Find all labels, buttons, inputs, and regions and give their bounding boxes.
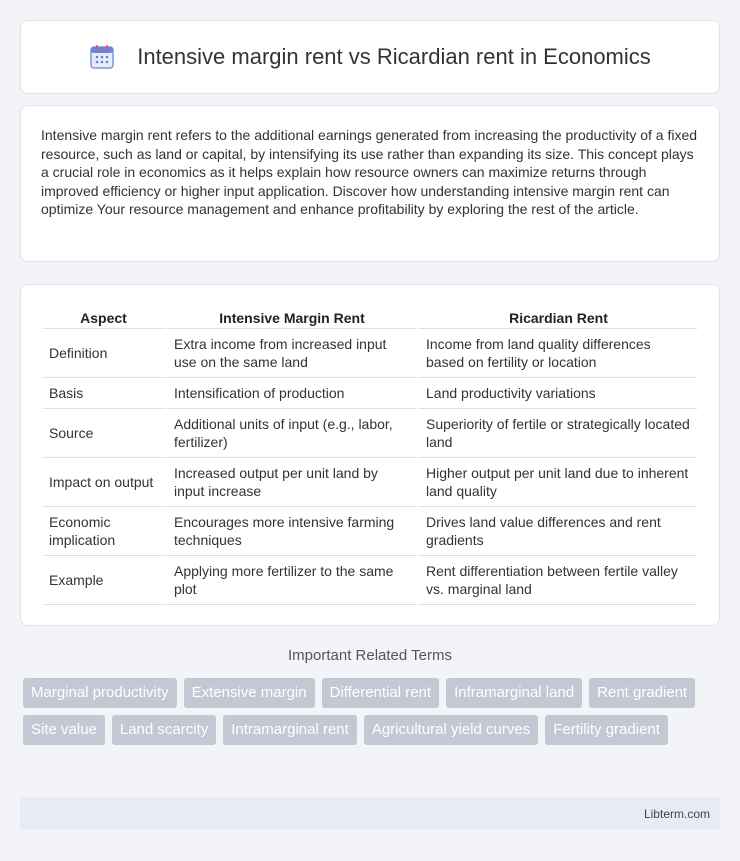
comparison-table (43, 305, 697, 605)
table-row (43, 507, 697, 556)
row-aspect: Example (43, 556, 164, 605)
row-ricardian: Drives land value differences and rent gradients (416, 507, 697, 556)
row-ricardian: Income from land quality differences based on fertility or location (416, 329, 697, 378)
table-row (43, 378, 697, 409)
intro-paragraph: Intensive margin rent refers to the additional earnings generated from increasing the productivity of a fixed resource, such as land or capital, by intensifying its use rather than expanding its size. This concept plays a crucial role in economics as it helps explain how resource owners can maximize returns through improved efficiency or higher input application. Discover how understanding intensive margin rent can optimize Your resource management and enhance profitability by exploring the rest of the article. (41, 127, 698, 218)
row-aspect: Economic implication (43, 507, 164, 556)
related-term-tag[interactable]: Marginal productivity (23, 678, 177, 708)
related-term-tag[interactable]: Agricultural yield curves (364, 715, 538, 745)
comparison-card (20, 284, 720, 626)
row-ricardian: Higher output per unit land due to inherent land quality (416, 458, 697, 507)
row-intensive: Increased output per unit land by input increase (164, 458, 416, 507)
row-intensive: Encourages more intensive farming techniques (164, 507, 416, 556)
row-intensive: Additional units of input (e.g., labor, fertilizer) (164, 409, 416, 458)
row-intensive: Applying more fertilizer to the same plot (164, 556, 416, 605)
row-ricardian: Land productivity variations (416, 378, 697, 409)
related-terms-title: Important Related Terms (288, 647, 452, 664)
table-row (43, 458, 697, 507)
footer-site-link[interactable]: Libterm.com (643, 807, 710, 821)
table-row (43, 329, 697, 378)
row-ricardian: Rent differentiation between fertile valley vs. marginal land (416, 556, 697, 605)
related-term-tag[interactable]: Fertility gradient (545, 715, 668, 745)
row-intensive: Extra income from increased input use on the same land (164, 329, 416, 378)
related-terms-list (23, 678, 713, 745)
row-ricardian: Superiority of fertile or strategically located land (416, 409, 697, 458)
row-aspect: Basis (43, 378, 164, 409)
header-aspect: Aspect (43, 305, 164, 329)
row-aspect: Definition (43, 329, 164, 378)
footer (20, 797, 720, 830)
header-card (20, 20, 720, 94)
related-term-tag[interactable]: Inframarginal land (446, 678, 582, 708)
page-title: Intensive margin rent vs Ricardian rent in Economics (137, 44, 651, 69)
row-aspect: Impact on output (43, 458, 164, 507)
related-term-tag[interactable]: Intramarginal rent (223, 715, 357, 745)
related-term-tag[interactable]: Differential rent (322, 678, 439, 708)
row-aspect: Source (43, 409, 164, 458)
related-term-tag[interactable]: Land scarcity (112, 715, 216, 745)
table-header-row (43, 305, 697, 329)
table-row (43, 409, 697, 458)
related-term-tag[interactable]: Extensive margin (184, 678, 315, 708)
header-ricardian: Ricardian Rent (416, 305, 697, 329)
calendar-grid-icon (89, 44, 115, 70)
intro-card (20, 105, 720, 262)
related-term-tag[interactable]: Rent gradient (589, 678, 695, 708)
table-row (43, 556, 697, 605)
related-term-tag[interactable]: Site value (23, 715, 105, 745)
header-intensive: Intensive Margin Rent (164, 305, 416, 329)
row-intensive: Intensification of production (164, 378, 416, 409)
